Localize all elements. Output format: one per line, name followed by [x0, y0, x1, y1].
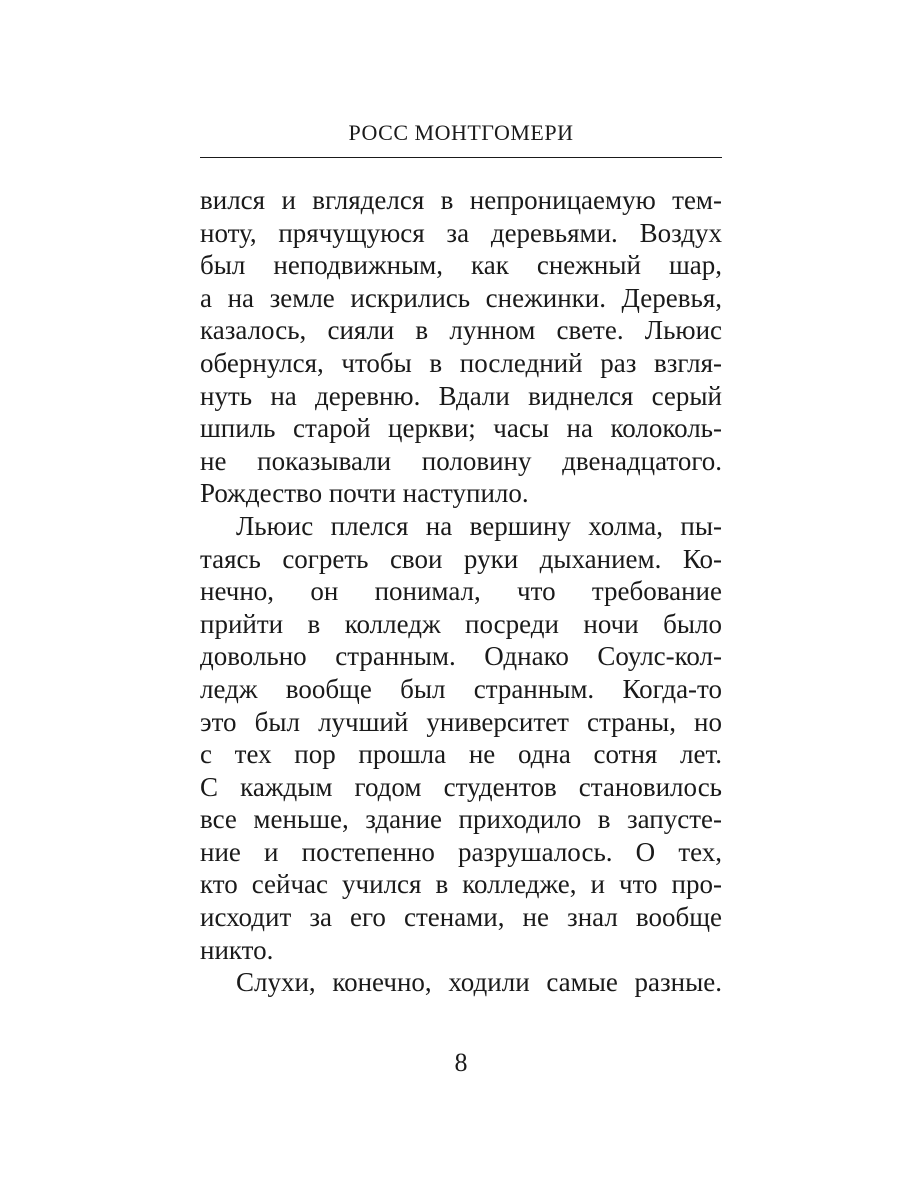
header-rule	[200, 157, 722, 158]
paragraph-2	[200, 510, 722, 966]
text-line: Слухи, конечно, ходили самые разные.	[236, 967, 722, 998]
text-line: Рождество почти наступило.	[200, 478, 529, 509]
text-line: был неподвижным, как снежный шар,	[200, 250, 722, 281]
text-line: обернулся, чтобы в последний раз взгля-	[200, 347, 722, 378]
text-line: довольно странным. Однако Соулс-кол-	[200, 641, 722, 672]
paragraph-1	[200, 184, 722, 510]
text-line: ние и постепенно разрушалось. О тех,	[200, 836, 722, 867]
page-number: 8	[454, 1048, 468, 1077]
text-line: все меньше, здание приходило в запусте-	[200, 804, 722, 835]
text-line: таясь согреть свои руки дыханием. Ко-	[200, 543, 722, 574]
text-line: шпиль старой церкви; часы на колоколь-	[200, 413, 722, 444]
text-line: а на земле искрились снежинки. Деревья,	[200, 282, 722, 313]
text-line: ледж вообще был странным. Когда-то	[200, 673, 722, 704]
text-line: никто.	[200, 934, 274, 965]
text-line: нуть на деревню. Вдали виднелся серый	[200, 380, 722, 411]
text-line: казалось, сияли в лунном свете. Льюис	[200, 315, 723, 346]
text-line: кто сейчас учился в колледже, и что про-	[200, 869, 722, 900]
text-line: ноту, прячущуюся за деревьями. Воздух	[200, 217, 722, 248]
text-line: вился и вгляделся в непроницаемую тем-	[200, 185, 722, 215]
text-line: не показывали половину двенадцатого.	[200, 445, 722, 476]
text-line: Льюис плелся на вершину холма, пы-	[236, 510, 722, 541]
text-line: нечно, он понимал, что требование	[200, 576, 722, 607]
text-line: С каждым годом студентов становилось	[200, 771, 722, 802]
text-line: с тех пор прошла не одна сотня лет.	[200, 739, 722, 770]
paragraph-3	[200, 966, 722, 999]
text-line: исходит за его стенами, не знал вообще	[200, 902, 722, 933]
running-head-title: РОСС МОНТГОМЕРИ	[348, 120, 574, 145]
body-text	[200, 184, 722, 999]
text-line: прийти в колледж посреди ночи было	[200, 608, 722, 639]
text-line: это был лучший университет страны, но	[200, 706, 722, 737]
